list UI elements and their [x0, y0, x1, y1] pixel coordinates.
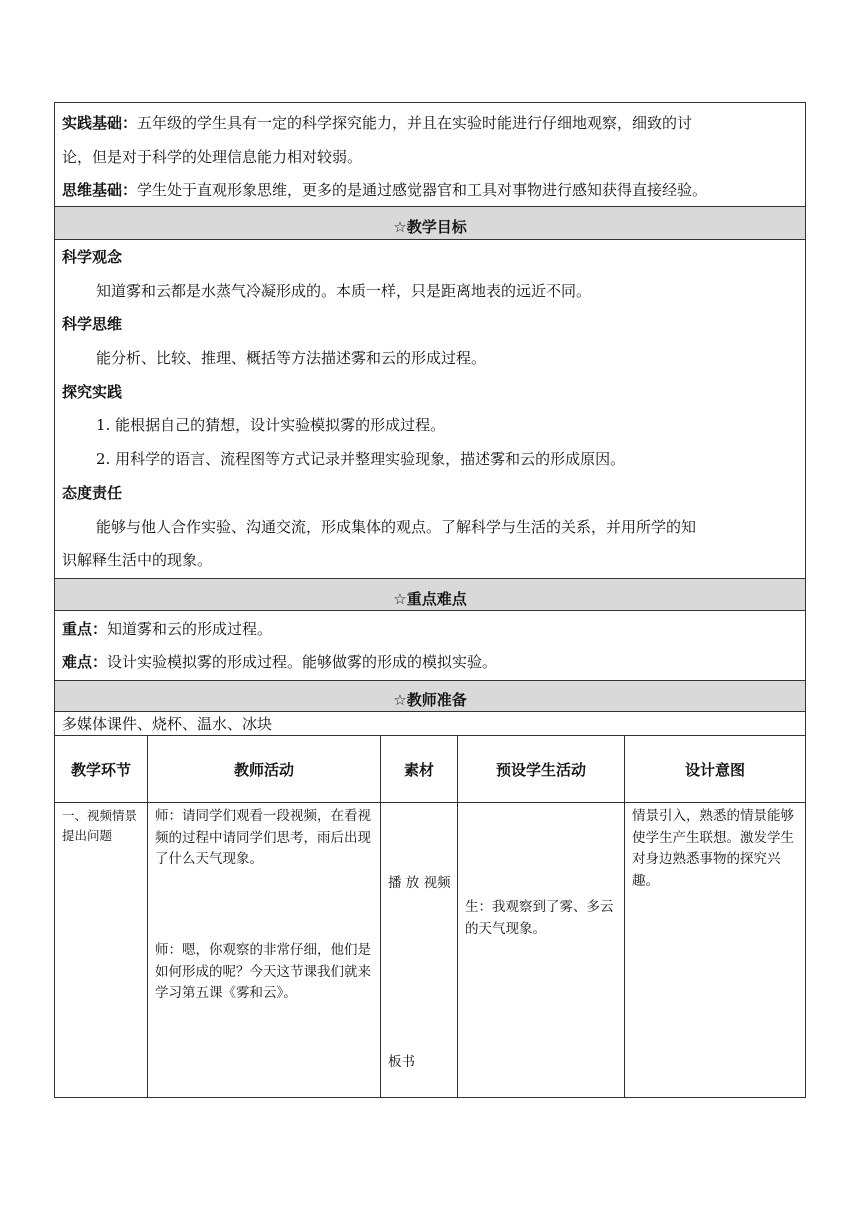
header-student-activity: 预设学生活动: [495, 761, 586, 779]
difficult-point-label: 难点：: [62, 653, 108, 671]
objectives-header: ☆教学目标: [393, 218, 467, 236]
material-board: 板书: [388, 1054, 415, 1070]
key-point: [62, 618, 272, 640]
difficult-point: [62, 651, 497, 673]
material-video: 播 放 视频: [388, 875, 451, 891]
column-divider: [624, 735, 625, 1098]
header-stage: 教学环节: [70, 761, 131, 779]
practice-basis-text: 五年级的学生具有一定的科学探究能力，并且在实验时能进行仔细地观察，细致的讨: [137, 114, 693, 132]
thinking-basis-text: 学生处于直观形象思维，更多的是通过感觉器官和工具对事物进行感知获得直接经验。: [137, 181, 708, 199]
attitude-text-line2: 识解释生活中的现象。: [62, 551, 213, 569]
thinking-basis: [62, 179, 707, 201]
divider: [54, 239, 806, 240]
thinking-text: 能分析、比较、推理、概括等方法描述雾和云的形成过程。: [96, 349, 487, 367]
divider: [54, 711, 806, 712]
thinking-basis-label: 思维基础：: [62, 181, 138, 199]
teacher-activity-para2: 师：嗯，你观察的非常仔细，他们是如何形成的呢？今天这节课我们就来学习第五课《雾和云》。: [155, 942, 371, 1001]
practice-item: 2. 用科学的语言、流程图等方式记录并整理实验现象，描述雾和云的形成原因。: [96, 450, 626, 468]
header-design-intent: 设计意图: [684, 761, 745, 779]
divider: [54, 735, 806, 736]
divider: [54, 802, 806, 803]
divider: [54, 578, 806, 579]
key-point-label: 重点：: [62, 620, 108, 638]
practice-item: 1. 能根据自己的猜想，设计实验模拟雾的形成过程。: [96, 416, 446, 434]
teacher-activity-para1: 师：请同学们观看一段视频，在看视频的过程中请同学们思考，雨后出现了什么天气现象。: [155, 808, 371, 867]
divider: [54, 610, 806, 611]
column-divider: [147, 735, 148, 1098]
practice-basis-label: 实践基础：: [62, 114, 138, 132]
key-point-text: 知道雾和云的形成过程。: [107, 620, 273, 638]
divider: [54, 680, 806, 681]
column-divider: [457, 735, 458, 1098]
practice-basis: [62, 112, 692, 134]
practice-title: 探究实践: [62, 383, 123, 401]
column-divider: [380, 735, 381, 1098]
thinking-title: 科学思维: [62, 315, 123, 333]
header-teacher-activity: 教师活动: [233, 761, 294, 779]
attitude-text: 能够与他人合作实验、沟通交流，形成集体的观点。了解科学与生活的关系，并用所学的知: [96, 518, 697, 536]
student-activity-cell: 生：我观察到了雾、多云的天气现象。: [465, 899, 614, 937]
divider: [54, 206, 806, 207]
attitude-title: 态度责任: [62, 484, 123, 502]
preparation-text: 多媒体课件、烧杯、温水、冰块: [62, 715, 273, 733]
concept-title: 科学观念: [62, 248, 123, 266]
stage-cell: 一、视频情景 提出问题: [62, 808, 150, 843]
difficult-point-text: 设计实验模拟雾的形成过程。能够做雾的形成的模拟实验。: [107, 653, 498, 671]
preparation-header: ☆教师准备: [393, 691, 467, 709]
design-intent-cell: 情景引入，熟悉的情景能够使学生产生联想。激发学生对身边熟悉事物的探究兴趣。: [632, 808, 794, 889]
header-material: 素材: [403, 761, 434, 779]
keypoints-header: ☆重点难点: [393, 590, 467, 608]
practice-basis-line2: 论，但是对于科学的处理信息能力相对较弱。: [62, 148, 363, 166]
concept-text: 知道雾和云都是水蒸气冷凝形成的。本质一样，只是距离地表的远近不同。: [96, 282, 592, 300]
